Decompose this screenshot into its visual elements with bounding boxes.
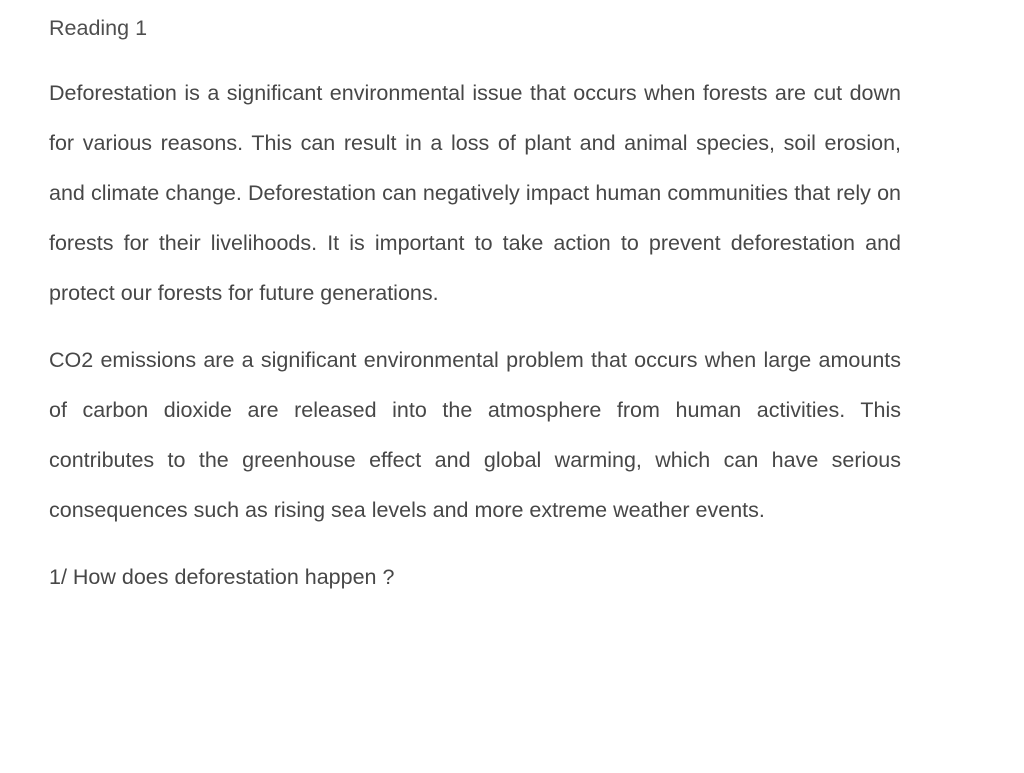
question-line: 1/ How does deforestation happen ? <box>49 565 395 589</box>
paragraph-co2-emissions: CO2 emissions are a significant environmental problem that occurs when large amounts of carbon dioxide are released into the atmosphere from human activities. This contributes to the greenhouse effect and global warming, which can have serious consequences such as rising sea levels and more extreme weather events. <box>49 348 901 522</box>
paragraph-deforestation: Deforestation is a significant environmental issue that occurs when forests are cut down for various reasons. This can result in a loss of plant and animal species, soil erosion, and climate change. Deforestation can negatively impact human communities that rely on forests for their livelihoods. It is important to take action to prevent deforestation and protect our forests for future generations. <box>49 81 901 305</box>
page-title: Reading 1 <box>49 16 148 40</box>
